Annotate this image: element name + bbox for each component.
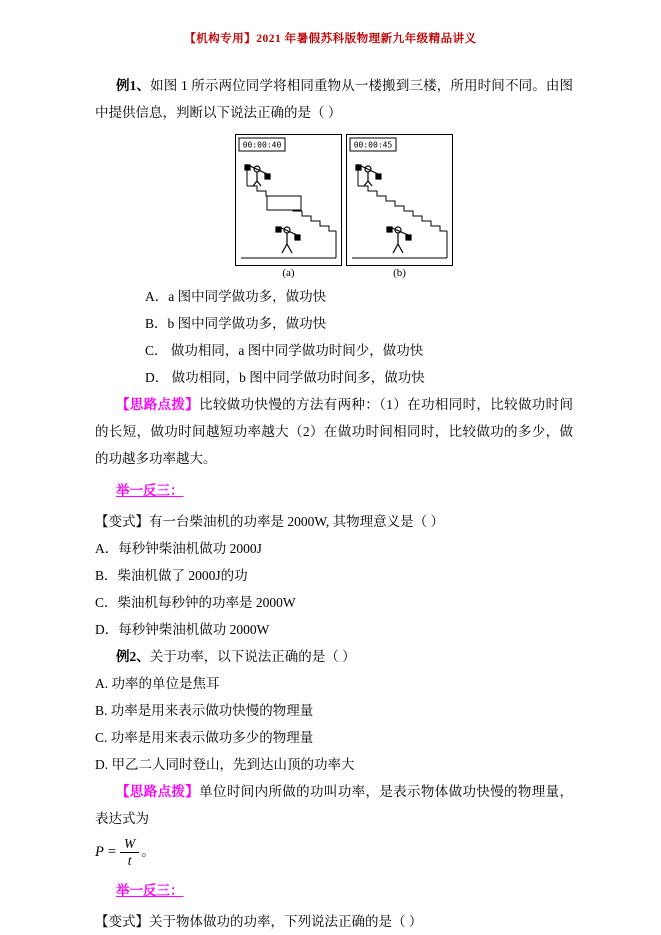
hint-label-1: 【思路点拨】 xyxy=(116,397,200,413)
variant2-question: 【变式】关于物体做功的功率，下列说法正确的是（ ） xyxy=(95,914,423,930)
formula-denominator: t xyxy=(127,852,132,868)
section-title-2: 举一反三： xyxy=(116,883,184,899)
example2-option-a: A. 功率的单位是焦耳 xyxy=(95,676,220,692)
example2-question xyxy=(95,643,573,670)
formula-lhs: P xyxy=(95,843,104,860)
example2-option-c: C. 功率是用来表示做功多少的物理量 xyxy=(95,730,314,746)
caption-a: (a) xyxy=(282,267,295,279)
example1-option-a: A．a 图中同学做功多，做功快 xyxy=(145,289,327,305)
example1-label: 例1、 xyxy=(116,78,151,93)
panel-a-drawing xyxy=(235,134,342,266)
figure-panels xyxy=(235,134,453,266)
stopwatch-display-b xyxy=(350,138,396,151)
example1-question-text: 如图 1 所示两位同学将相同重物从一楼搬到三楼，所用时间不同。由图中提供信息，判断以下说法正确的是（ ） xyxy=(95,78,574,120)
figure-1 xyxy=(235,134,453,281)
example1-hint xyxy=(95,391,573,472)
example1-question xyxy=(95,72,573,126)
formula-numerator: W xyxy=(120,836,139,853)
variant1-option-c: C．柴油机每秒钟的功率是 2000W xyxy=(95,595,296,611)
timer-text-b: 00:00:45 xyxy=(353,140,393,150)
variant1-question: 【变式】有一台柴油机的功率是 2000W, 其物理意义是（ ） xyxy=(95,514,445,530)
example1-options xyxy=(95,283,573,391)
blank-box-a xyxy=(267,196,301,210)
document-header-title: 【机构专用】2021 年暑假苏科版物理新九年级精品讲义 xyxy=(184,33,477,45)
formula-fraction xyxy=(120,836,139,868)
example2-options xyxy=(95,670,573,778)
timer-text-a: 00:00:40 xyxy=(242,140,282,150)
example2-label: 例2、 xyxy=(116,649,150,665)
document-content xyxy=(0,46,661,935)
hint-text-2: 单位时间内所做的功叫功率，是表示物体做功快慢的物理量，表达式为 xyxy=(95,784,573,827)
figure-panel-a xyxy=(235,134,342,266)
stopwatch-display-a xyxy=(239,138,285,151)
variant1-option-b: B．柴油机做了 2000J的功 xyxy=(95,568,248,584)
example2-option-b: B. 功率是用来表示做功快慢的物理量 xyxy=(95,703,314,719)
variant1-option-a: A．每秒钟柴油机做功 2000J xyxy=(95,541,262,557)
example2-question-text: 关于功率，以下说法正确的是（ ） xyxy=(149,649,356,665)
example2-hint xyxy=(95,778,573,832)
hint-label-2: 【思路点拨】 xyxy=(116,784,200,800)
variant1-options xyxy=(95,535,573,643)
formula-suffix: 。 xyxy=(141,844,155,860)
hint-text-1: 比较做功快慢的方法有两种：（1）在功相同时，比较做功时间的长短，做功时间越短功率越大（2）在做功时间相同时，比较做功的多少，做的功越多功率越大。 xyxy=(95,397,574,467)
power-formula xyxy=(95,832,573,872)
caption-b: (b) xyxy=(393,267,406,279)
variant1-option-d: D．每秒钟柴油机做功 2000W xyxy=(95,622,270,638)
figure-panel-b xyxy=(346,134,453,266)
formula-expression xyxy=(95,836,139,868)
example1-option-c: C． 做功相同，a 图中同学做功时间少，做功快 xyxy=(145,343,424,359)
section-title-1: 举一反三： xyxy=(116,483,184,499)
formula-equals: = xyxy=(107,843,117,860)
figure-captions xyxy=(235,266,453,281)
panel-b-drawing xyxy=(346,134,453,266)
example1-option-b: B．b 图中同学做功多，做功快 xyxy=(145,316,327,332)
example2-option-d: D. 甲乙二人同时登山，先到达山顶的功率大 xyxy=(95,757,355,773)
example1-option-d: D． 做功相同，b 图中同学做功时间多，做功快 xyxy=(145,370,425,386)
